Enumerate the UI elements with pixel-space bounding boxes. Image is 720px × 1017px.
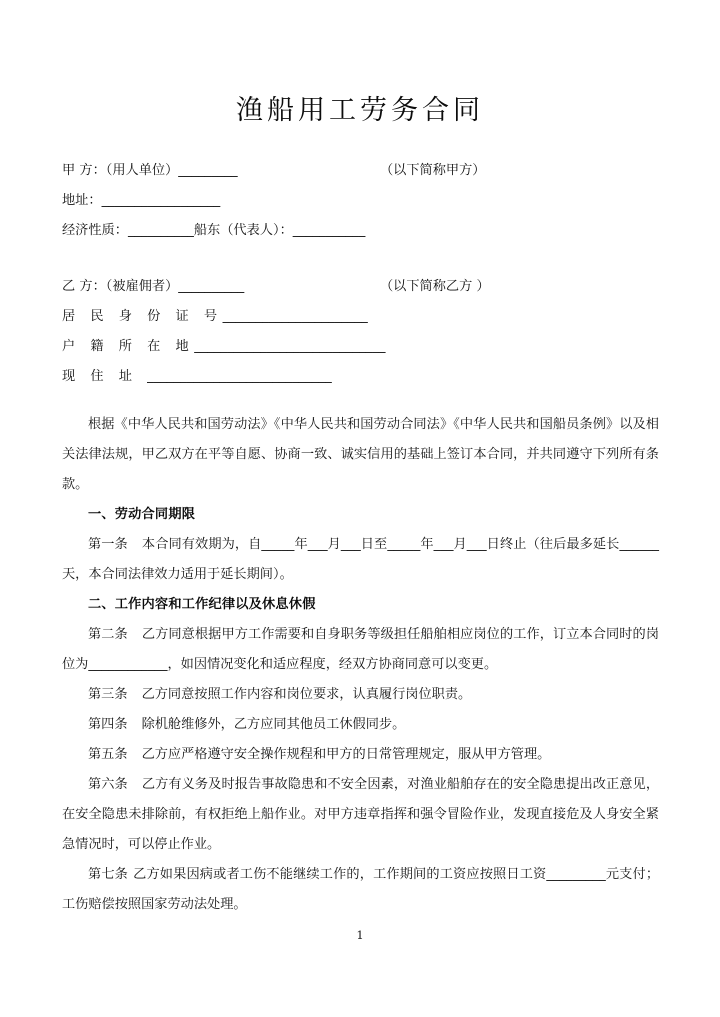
party-b-name-blank[interactable]: __________ <box>178 279 245 294</box>
sections-container <box>62 500 659 920</box>
party-a-address-row <box>62 186 662 216</box>
party-b-household-blank[interactable]: _____________________________ <box>194 339 386 354</box>
article-label: 第一条 <box>88 537 128 552</box>
section-heading: 一、劳动合同期限 <box>88 507 196 522</box>
party-a-name-row <box>62 156 662 186</box>
party-a-owner-label: 船东（代表人）： <box>193 223 293 238</box>
party-b-name-row <box>62 272 662 302</box>
article-paragraph <box>62 710 659 740</box>
article-paragraph <box>62 530 659 590</box>
party-b-current-address-row <box>62 362 662 392</box>
article-text: 本合同有效期为，自_____年___月___日至_____年___月___日终止（往后最多延长______天，本合同法律效力适用于延长期间）。 <box>62 537 660 582</box>
article-label: 第四条 <box>88 717 128 732</box>
article-text: 除机舱维修外，乙方应同其他员工休假同步。 <box>141 717 406 732</box>
party-b-id-label: 居 民 身 份 证 号 <box>62 309 223 324</box>
party-a-economic-label: 经济性质： <box>62 223 128 238</box>
party-b-current-address-label: 现 住 址 <box>62 369 148 384</box>
party-a-economic-row <box>62 216 662 246</box>
party-b-household-row <box>62 332 662 362</box>
party-b-id-row <box>62 302 662 332</box>
party-b-block <box>62 272 662 392</box>
preamble-paragraph: 根据《中华人民共和国劳动法》《中华人民共和国劳动合同法》《中华人民共和国船员条例》以及相关法律法规，甲乙双方在平等自愿、协商一致、诚实信用的基础上签订本合同，并共同遵守下列所有条款。 <box>62 417 659 492</box>
party-a-address-blank[interactable]: __________________ <box>101 193 221 208</box>
party-a-name-blank[interactable]: _________ <box>178 163 238 178</box>
party-b-household-label: 户 籍 所 在 地 <box>62 339 195 354</box>
page-title: 渔船用工劳务合同 <box>236 95 484 126</box>
article-paragraph <box>62 620 659 680</box>
party-a-owner-blank[interactable]: ___________ <box>292 223 366 238</box>
article-text: 乙方如果因病或者工伤不能继续工作的，工作期间的工资应按照日工资_________元支付；工伤赔偿按照国家劳动法处理。 <box>62 867 660 912</box>
party-b-name-label: 乙 方：（被雇佣者） <box>62 279 179 294</box>
article-label: 第七条 <box>88 867 128 882</box>
party-a-economic-blank[interactable]: __________ <box>127 223 194 238</box>
article-paragraph <box>62 770 659 860</box>
article-label: 第六条 <box>88 777 128 792</box>
party-b-id-blank[interactable]: ______________________ <box>222 309 368 324</box>
article-text: 乙方有义务及时报告事故隐患和不安全因素，对渔业船舶存在的安全隐患提出改正意见，在安全隐患未排除前，有权拒绝上船作业。对甲方违章指挥和强令冒险作业，发现直接危及人身安全紧急情况时，可以停止作业。 <box>62 777 660 852</box>
party-b-current-address-blank[interactable]: ____________________________ <box>147 369 332 384</box>
party-a-address-label: 地址： <box>62 193 102 208</box>
article-text: 乙方应严格遵守安全操作规程和甲方的日常管理规定，服从甲方管理。 <box>141 747 551 762</box>
page-number: 1 <box>356 928 364 942</box>
article-text: 乙方同意根据甲方工作需要和自身职务等级担任船舶相应岗位的工作，订立本合同时的岗位为____________，如因情况变化和适应程度，经双方协商同意可以变更。 <box>62 627 660 672</box>
article-label: 第三条 <box>88 687 128 702</box>
article-paragraph <box>62 680 659 710</box>
article-text: 乙方同意按照工作内容和岗位要求，认真履行岗位职责。 <box>141 687 472 702</box>
section-heading: 二、工作内容和工作纪律以及休息休假 <box>88 597 316 612</box>
contract-body <box>62 410 659 920</box>
party-a-name-label: 甲 方：（用人单位） <box>62 163 179 178</box>
article-label: 第二条 <box>88 627 128 642</box>
article-paragraph <box>62 860 659 920</box>
party-a-alias: （以下简称甲方） <box>380 163 486 178</box>
party-a-block <box>62 156 662 246</box>
article-label: 第五条 <box>88 747 128 762</box>
party-b-alias: （以下简称乙方 ） <box>380 279 490 294</box>
article-paragraph <box>62 740 659 770</box>
